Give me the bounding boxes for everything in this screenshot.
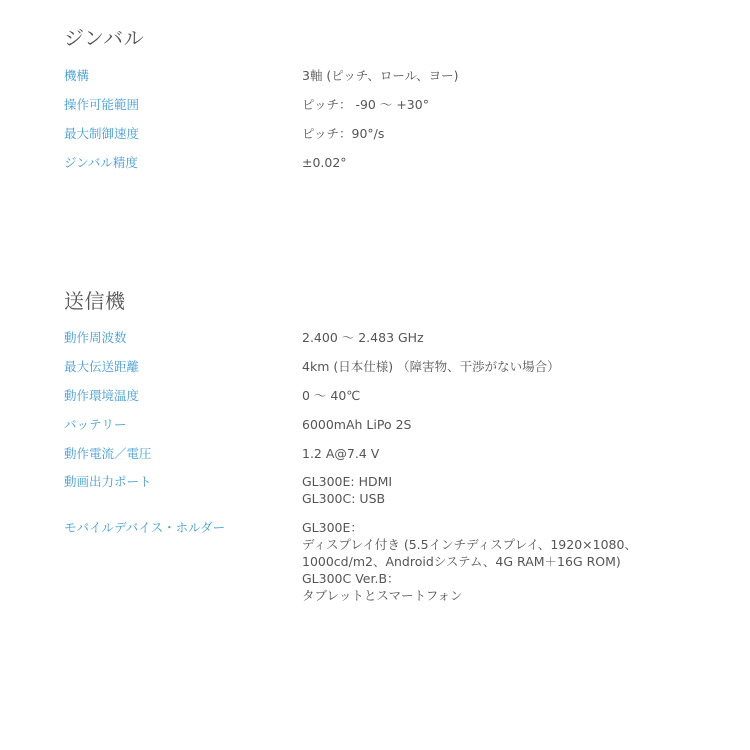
spec-label: 動作電流／電圧 [64, 446, 152, 461]
spec-value: 1.2 A@7.4 V [302, 446, 380, 461]
spec-value: GL300E： ディスプレイ付き (5.5インチディスプレイ、1920×1080、 1000cd/m2、Androidシステム、4G RAM＋16G ROM) GL300C Ver.B： タブレットとスマートフォン [302, 520, 637, 603]
spec-label: 動作環境温度 [64, 388, 140, 403]
spec-label: 最大制御速度 [64, 126, 140, 141]
spec-value: ±0.02° [302, 155, 347, 170]
spec-label: 操作可能範囲 [64, 97, 140, 112]
spec-label: モバイルデバイス・ホルダー [64, 520, 226, 535]
spec-value: ピッチ：90°/s [302, 126, 385, 141]
spec-value: 6000mAh LiPo 2S [302, 417, 412, 432]
spec-label: ジンバル精度 [64, 155, 138, 170]
spec-value: 4km (日本仕様) （障害物、干渉がない場合） [302, 359, 560, 374]
transmitter-spec-list [64, 0, 684, 620]
spec-label: 機構 [64, 68, 90, 83]
spec-value: 0 ～ 40℃ [302, 388, 361, 403]
section-title-gimbal: ジンバル [64, 26, 145, 50]
spec-value: GL300E: HDMI GL300C: USB [302, 474, 393, 506]
spec-value: ピッチ： -90 ～ +30° [302, 97, 429, 112]
spec-label: バッテリー [64, 417, 127, 432]
spec-label: 最大伝送距離 [64, 359, 140, 374]
spec-label: 動画出力ポート [64, 474, 152, 489]
section-title-transmitter: 送信機 [64, 289, 126, 313]
spec-value: 3軸 (ピッチ、ロール、ヨー) [302, 68, 459, 83]
spec-label: 動作周波数 [64, 330, 127, 345]
spec-value: 2.400 ～ 2.483 GHz [302, 330, 424, 345]
